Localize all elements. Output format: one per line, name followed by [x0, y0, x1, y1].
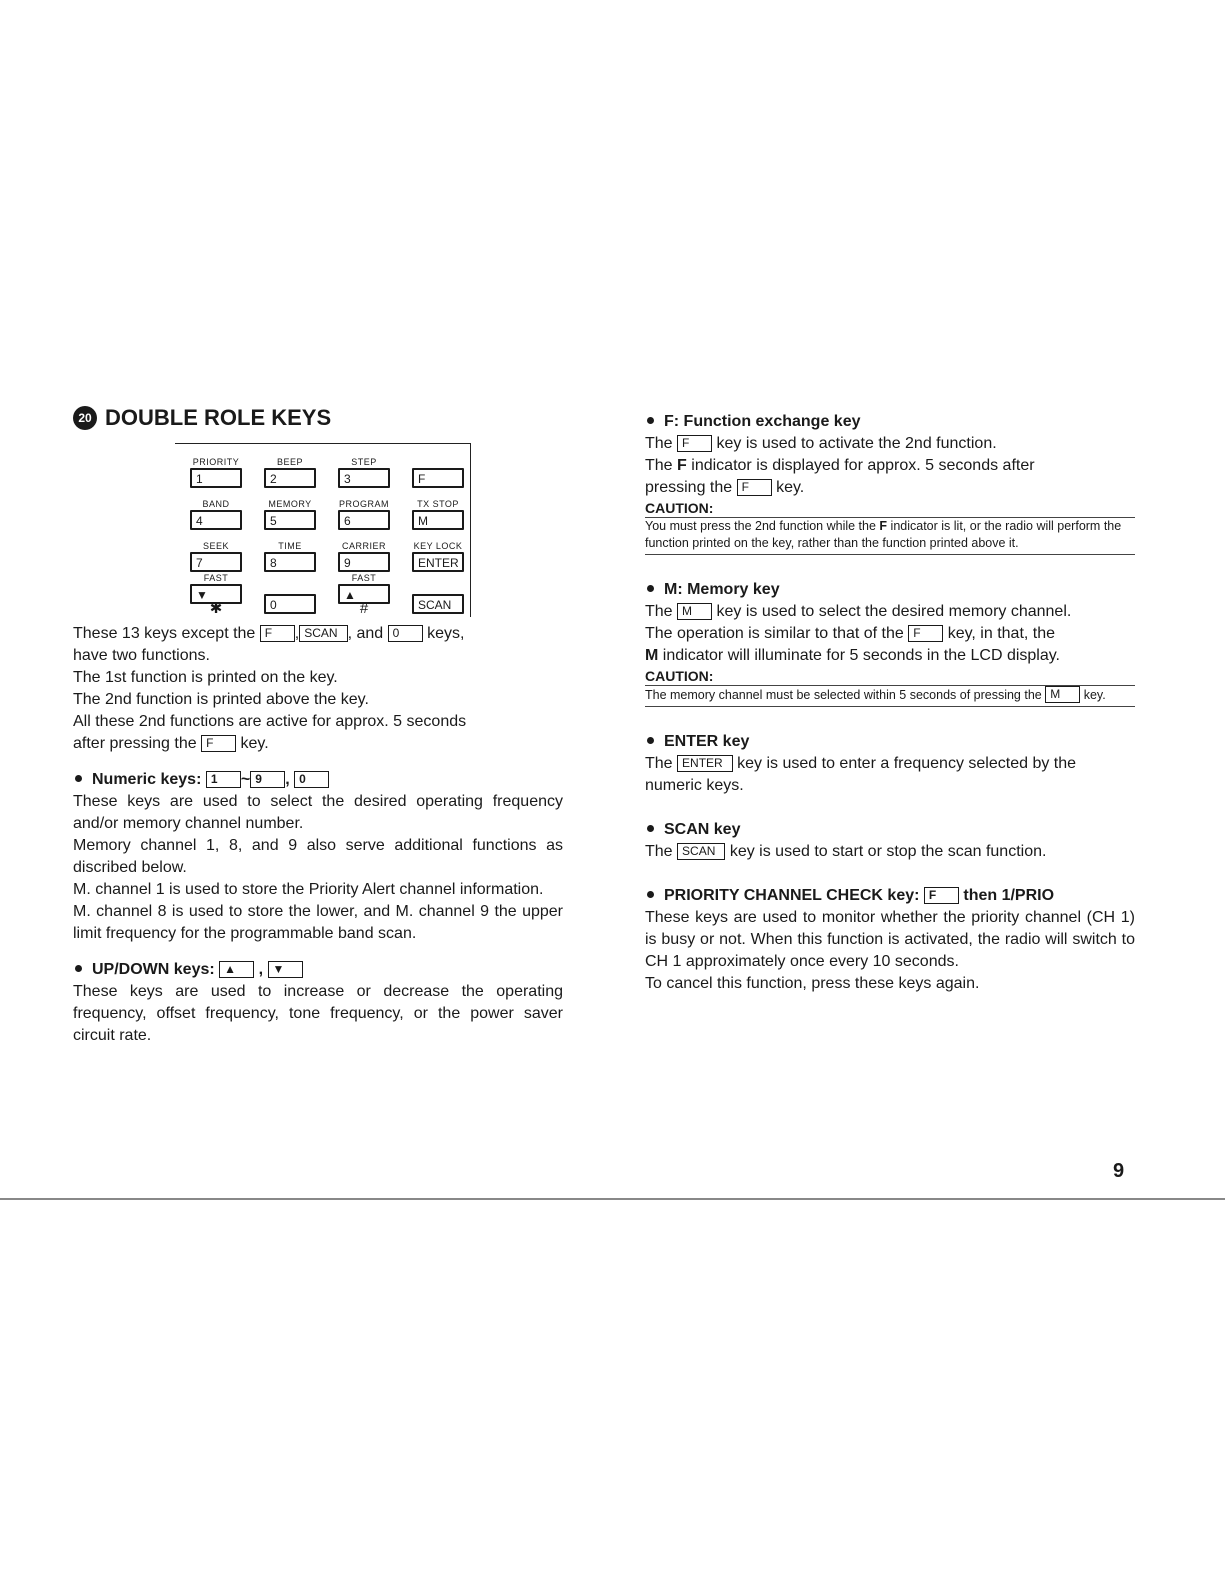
f-key-box: F — [260, 625, 295, 642]
updown-p1: These keys are used to increase or decrease the operating frequency, offset frequency, tone frequency, or the power saver circuit rate. — [73, 983, 563, 1044]
caution-label: CAUTION: — [645, 499, 1135, 518]
keypad-key: 7 — [190, 552, 242, 572]
bullet-icon — [75, 965, 82, 972]
m-key-title: M: Memory key — [645, 579, 1135, 601]
f-key-title: F: Function exchange key — [645, 411, 1135, 433]
m-key-box: M — [1045, 686, 1080, 703]
caution-text: The memory channel must be selected within 5 seconds of pressing the M key. — [645, 686, 1135, 707]
keypad-key: 1 — [190, 468, 242, 488]
section-heading — [73, 405, 563, 431]
keypad-key: 9 — [338, 552, 390, 572]
keypad-key: ▲ — [338, 584, 390, 604]
keypad-key: SCAN — [412, 594, 464, 614]
keypad-cell — [181, 448, 251, 488]
enter-key-title: ENTER key — [645, 731, 1135, 753]
f-key-box: F — [737, 479, 772, 496]
keypad-key: 2 — [264, 468, 316, 488]
bullet-icon — [647, 825, 654, 832]
bullet-icon — [75, 775, 82, 782]
keypad-key: 6 — [338, 510, 390, 530]
enter-key-box: ENTER — [677, 755, 733, 772]
numeric-p3: M. channel 1 is used to store the Priority Alert channel information. — [73, 881, 544, 898]
intro-paragraph: These 13 keys except the F , SCAN , and 0 keys, have two functions. The 1st function is printed on the key. The 2nd function is printed above the key. All these 2nd functions are active for approx. 5 seconds after pressing the F key. — [73, 625, 467, 752]
second-function-label: FAST — [203, 573, 229, 583]
f-key-box: F — [908, 625, 943, 642]
second-function-label: TX STOP — [417, 499, 459, 509]
second-function-label: BAND — [202, 499, 230, 509]
keypad-key: 5 — [264, 510, 316, 530]
keypad-cell — [329, 573, 399, 617]
keypad-cell — [255, 490, 325, 530]
bullet-icon — [647, 417, 654, 424]
keypad-cell — [403, 532, 473, 572]
nine-key-box: 9 — [250, 771, 285, 788]
bullet-icon — [647, 737, 654, 744]
zero-key-box: 0 — [388, 625, 423, 642]
second-function-label: KEY LOCK — [413, 541, 463, 551]
keypad-key: ▼ — [190, 584, 242, 604]
left-column — [73, 405, 563, 1047]
keypad-cell — [181, 532, 251, 572]
keypad-cell — [403, 574, 473, 614]
keypad-cell — [329, 532, 399, 572]
key-symbol-label: ✱ — [209, 600, 223, 617]
f-key-box: F — [201, 735, 236, 752]
section-number: 20 — [73, 406, 97, 430]
f-key-box: F — [924, 887, 959, 904]
keypad-key: 3 — [338, 468, 390, 488]
numeric-p2: Memory channel 1, 8, and 9 also serve additional functions as discribed below. — [73, 837, 563, 876]
f-key-box: F — [677, 435, 712, 452]
one-key-box: 1 — [206, 771, 241, 788]
keypad-key: M — [412, 510, 464, 530]
keypad-cell — [329, 448, 399, 488]
keypad-cell — [255, 574, 325, 614]
down-key-box: ▼ — [268, 961, 303, 978]
second-function-label: CARRIER — [341, 541, 386, 551]
numeric-p4: M. channel 8 is used to store the lower, and M. channel 9 the upper limit frequency for the programmable band scan. — [73, 903, 563, 942]
keypad-key: F — [412, 468, 464, 488]
scan-key-title: SCAN key — [645, 819, 1135, 841]
numeric-keys-title: Numeric keys: 1 ~ 9 , 0 — [73, 769, 563, 791]
second-function-label: FAST — [351, 573, 377, 583]
updown-keys-title: UP/DOWN keys: ▲ , ▼ — [73, 959, 563, 981]
keypad-cell — [181, 573, 251, 617]
page-bottom-rule — [0, 1198, 1225, 1200]
numeric-p1: These keys are used to select the desired operating frequency and/or memory channel number. — [73, 793, 563, 832]
m-key-box: M — [677, 603, 712, 620]
scan-key-box: SCAN — [677, 843, 725, 860]
caution-text: You must press the 2nd function while the F indicator is lit, or the radio will perform the function printed on the key, rather than the function printed above it. — [645, 518, 1135, 555]
keypad-diagram — [175, 443, 471, 617]
priority-p2: To cancel this function, press these keys again. — [645, 975, 980, 992]
keypad-cell — [255, 448, 325, 488]
right-column: F: Function exchange key The F key is used to activate the 2nd function. The F indicator is displayed for approx. 5 seconds after pressing the F key. CAUTION: You must press the 2nd function while the F indicator is lit, or the radio will perform the function printed on the key, rather than the function printed above it. M: Memory key The M key is used to select the desired memory channel. The operation is similar to that of the F key, in that, the M indicator will illuminate for 5 seconds in the LCD display. CAUTION: The memory channel must be selected within 5 seconds of pressing the M key. ENTER key The ENTER key is used to enter a frequency selected by the numeric keys. SCAN key The SCAN key is used to start or stop the scan function. PRIORITY CHANNEL CHECK key: F then 1/PRIO These keys are used to monitor whether the priority channel (CH 1) is busy or not. When this function is activated, the radio will switch to CH 1 approximately once every 10 seconds. To cancel this function, press these keys again. — [645, 405, 1135, 995]
keypad-cell — [255, 532, 325, 572]
second-function-label: PROGRAM — [338, 499, 389, 509]
keypad-key: ENTER — [412, 552, 464, 572]
page-number: 9 — [1113, 1160, 1125, 1182]
scan-key-box: SCAN — [299, 625, 347, 642]
bullet-icon — [647, 891, 654, 898]
second-function-label: PRIORITY — [192, 457, 240, 467]
second-function-label: SEEK — [202, 541, 229, 551]
priority-check-title: PRIORITY CHANNEL CHECK key: F then 1/PRIO — [645, 885, 1135, 907]
section-title: DOUBLE ROLE KEYS — [105, 405, 332, 430]
keypad-cell — [181, 490, 251, 530]
key-symbol-label: # — [359, 600, 369, 617]
bullet-icon — [647, 585, 654, 592]
priority-p1: These keys are used to monitor whether the priority channel (CH 1) is busy or not. When this function is activated, the radio will switch to CH 1 approximately once every 10 seconds. — [645, 909, 1135, 970]
keypad-key: 4 — [190, 510, 242, 530]
second-function-label: TIME — [278, 541, 302, 551]
caution-label: CAUTION: — [645, 667, 1135, 686]
second-function-label: MEMORY — [268, 499, 312, 509]
up-key-box: ▲ — [219, 961, 254, 978]
second-function-label: STEP — [351, 457, 377, 467]
keypad-cell — [329, 490, 399, 530]
keypad-cell — [403, 490, 473, 530]
keypad-key: 0 — [264, 594, 316, 614]
keypad-key: 8 — [264, 552, 316, 572]
zero-key-box: 0 — [294, 771, 329, 788]
second-function-label: BEEP — [276, 457, 303, 467]
keypad-cell — [403, 448, 473, 488]
